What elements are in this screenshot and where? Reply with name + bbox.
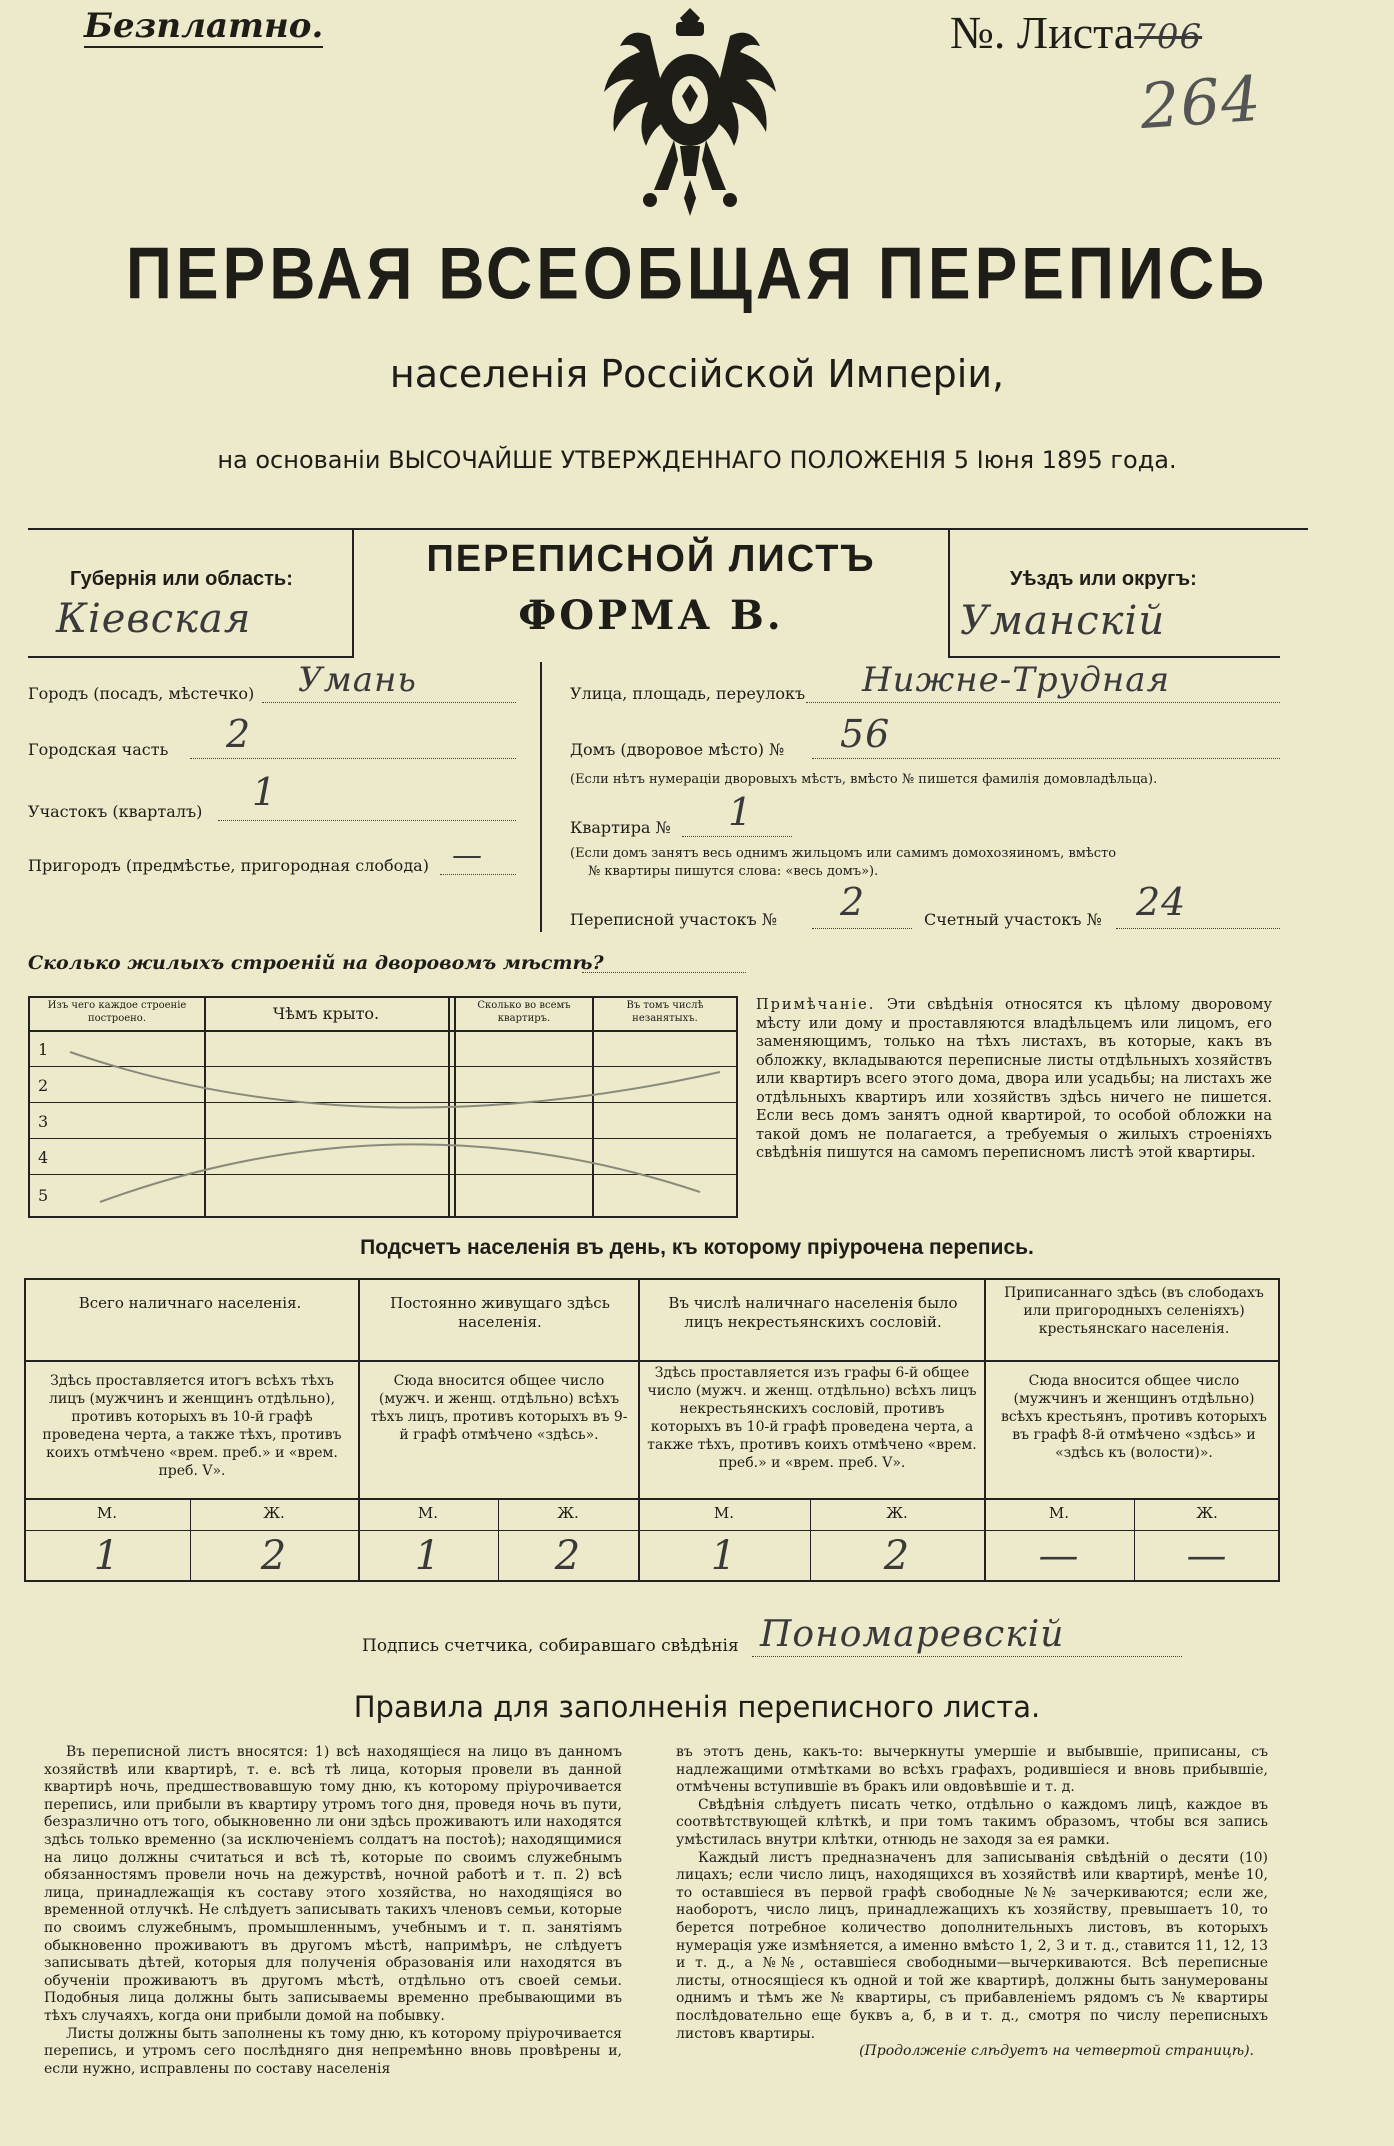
tally-col1-f-value: 2 (260, 1533, 288, 1579)
district-value: Уманскій (960, 598, 1166, 644)
suburb-value: — (452, 838, 483, 873)
rules-left-para-1: Въ переписной листъ вносятся: 1) всѣ находящіеся на лицо въ данномъ хозяйствѣ или квартирѣ, т. е. всѣ тѣ лица, которыя провели въ данной квартирѣ ночь, предшествовавшую тому дню, къ которому пріурочивается перепись, или прибыли въ квартиру утромъ того дня, проведя ночь въ пути, безразлично отъ того, обыкновенно ли они здѣсь проживаютъ или находятся здѣсь только временно (за исключеніемъ солдатъ на постоѣ); находящимися на лицо должны считаться и всѣ тѣ, которые по своимъ служебнымъ обязанностямъ провели ночь на дежурствѣ, ночной работѣ и т. п. 2) всѣ лица, принадлежащія къ составу этого хозяйства, но находящіяся во временной отлучкѣ. Не слѣдуетъ записывать такихъ членовъ семьи, которые по своимъ служебнымъ, промышленнымъ, учебнымъ и т. п. занятіямъ обыкновенно проживаютъ въ другомъ мѣстѣ, напримѣръ, не слѣдуетъ записывать дѣтей, которыя для полученія образованія или находятся въ обученіи проживаютъ въ другомъ мѣстѣ, отдѣльно отъ своей семьи. Подобныя лица должны быть записываемы временно пребывающими въ тѣхъ случаяхъ, когда они прибыли домой на побывку. (44, 1744, 622, 2024)
sheet-number (950, 6, 1202, 64)
main-title: ПЕРВАЯ ВСЕОБЩАЯ ПЕРЕПИСЬ (125, 231, 1269, 315)
buildings-question-line (582, 972, 746, 973)
rule-address-divider (540, 662, 542, 932)
city-line (262, 702, 516, 703)
signature-line (752, 1656, 1182, 1657)
city-part-line (190, 758, 516, 759)
rules-continued: (Продолженіе слѣдуетъ на четвертой страницѣ). (859, 2043, 1254, 2060)
province-label: Губернія или область: (70, 568, 293, 590)
district-label: Уѣздъ или округъ: (1010, 568, 1197, 590)
form-name: ФОРМА В. (518, 592, 784, 639)
buildings-col3-header: Сколько во всемъ квартиръ. (477, 1000, 571, 1024)
house-label: Домъ (дворовое мѣсто) № (570, 740, 785, 759)
tally-col3-f-value: 2 (883, 1533, 911, 1579)
rules-left-column (44, 1744, 622, 2078)
note-block (756, 996, 1272, 1163)
rule-top (28, 528, 1308, 530)
signature-value: Пономаревскій (760, 1614, 1065, 1655)
tally-mf-rule-top (24, 1498, 1280, 1500)
street-line (806, 702, 1280, 703)
buildings-question: Сколько жилыхъ строеній на дворовомъ мѣстѣ? (28, 952, 604, 974)
house-value: 56 (840, 712, 891, 756)
buildings-row-5: 5 (38, 1186, 49, 1205)
city-part-label: Городская часть (28, 740, 169, 759)
tally-col2-m-value: 1 (414, 1533, 442, 1579)
tally-col4-title: Приписаннаго здѣсь (въ слободахъ или пригородныхъ селеніяхъ) крестьянскаго населенія. (1004, 1285, 1264, 1337)
count-sector-line (1116, 928, 1280, 929)
buildings-row-1: 1 (38, 1040, 49, 1059)
rules-right-column (676, 1744, 1268, 2061)
census-sector-line (812, 928, 912, 929)
house-note: (Если нѣтъ нумераціи дворовыхъ мѣстъ, вмѣсто № пишется фамилія домовладѣльца). (570, 772, 1158, 787)
tally-col1-f-label: Ж. (263, 1504, 285, 1522)
city-label: Городъ (посадъ, мѣстечко) (28, 684, 255, 703)
rule-district-left (948, 528, 950, 656)
tally-col4-f-label: Ж. (1196, 1504, 1218, 1522)
suburb-label: Пригородъ (предмѣстье, пригородная слобода) (28, 856, 429, 875)
rules-left-para-2: Листы должны быть заполнены къ тому дню, къ которому пріурочивается перепись, и утромъ сего послѣдняго дня непремѣнно вновь провѣрены и, если нужно, исправлены по составу населенія (44, 2025, 622, 2077)
tally-col1-desc: Здѣсь проставляется итогъ всѣхъ тѣхъ лицъ (мужчинъ и женщинъ отдѣльно), противъ которыхъ въ 10-й графѣ проведена черта, а также тѣхъ, противъ коихъ отмѣчено «врем. преб.» и «врем. преб. V». (42, 1373, 342, 1479)
sector-value: 1 (252, 770, 278, 814)
apartment-note-2: № квартиры пишутся слова: «весь домъ»). (588, 864, 879, 879)
note-text: Эти свѣдѣнія относятся къ цѣлому дворовому мѣсту или дому и проставляются владѣльцемъ или лицомъ, его заменяющимъ, только на тѣхъ листахъ, въ которые, какъ въ обложку, вкладываются переписные листы отдѣльныхъ хозяйствъ или квартиръ всего этого дома, двора или усадьбы; на листахъ же отдѣльныхъ квартиръ или хозяйствъ здѣсь ничего не пишется. Если весь домъ занятъ одной квартирой, то особой обложки на такой домъ не полагается, а требуемыя о жилыхъ строеніяхъ свѣдѣнія пишутся на самомъ переписномъ листѣ этой квартиры. (756, 997, 1272, 1161)
tally-col3-desc: Здѣсь проставляется изъ графы 6-й общее число (мужч. и женщ. отдѣльно) всѣхъ лицъ некрестьянскихъ сословій, противъ которыхъ въ 10-й графѣ проведена черта, а также тѣхъ, противъ коихъ отмѣчено «врем. преб.» и «врем. преб. V». (647, 1365, 977, 1471)
apartment-line (682, 836, 792, 837)
buildings-row-4: 4 (38, 1148, 49, 1167)
tally-col2-m-label: М. (417, 1504, 439, 1522)
tally-col2-f-value: 2 (554, 1533, 582, 1579)
tally-col3-title: Въ числѣ наличнаго населенія было лицъ некрестьянскихъ сословій. (668, 1294, 958, 1331)
sheet-title: ПЕРЕПИСНОЙ ЛИСТЪ (426, 538, 876, 580)
city-part-value: 2 (226, 712, 252, 756)
sheet-number-struck: 706 (1134, 17, 1203, 57)
buildings-row-2: 2 (38, 1076, 49, 1095)
rules-right-para-2: Свѣдѣнія слѣдуетъ писать четко, отдѣльно о каждомъ лицѣ, каждое въ соотвѣтствующей клѣткѣ, и при томъ такимъ образомъ, чтобы вся запись умѣстилась внутри клѣтки, отнюдь не заходя за ея рамки. (676, 1796, 1268, 1848)
tally-col2-desc: Сюда вносится общее число (мужч. и женщ. отдѣльно) всѣхъ тѣхъ лицъ, противъ которыхъ въ 9-й графѣ отмѣчено «здѣсь». (370, 1373, 628, 1443)
tally-col2-title: Постоянно живущаго здѣсь населенія. (390, 1294, 610, 1331)
decree-basis: на основаніи ВЫСОЧАЙШЕ УТВЕРЖДЕННАГО ПОЛОЖЕНІЯ 5 Іюня 1895 года. (217, 446, 1177, 474)
province-value: Кіевская (56, 596, 252, 642)
tally-col3-m-value: 1 (710, 1533, 738, 1579)
apartment-label: Квартира № (570, 818, 671, 837)
sheet-number-label: №. Листа (950, 7, 1135, 58)
suburb-line (440, 874, 516, 875)
apartment-value: 1 (728, 790, 754, 834)
tally-col4-desc: Сюда вносится общее число (мужчинъ и женщинъ отдѣльно) всѣхъ крестьянъ, противъ которыхъ въ графѣ 8-й отмѣчено «здѣсь» и «здѣсь къ (волости)». (1001, 1373, 1267, 1461)
tally-col2-f-label: Ж. (557, 1504, 579, 1522)
buildings-row-3: 3 (38, 1112, 49, 1131)
sector-label: Участокъ (кварталъ) (28, 802, 203, 821)
double-headed-eagle-emblem (590, 0, 790, 230)
tally-col4-f-value: — (1186, 1533, 1228, 1579)
signature-label: Подпись счетчика, собиравшаго свѣдѣнія (362, 1636, 739, 1656)
tally-mf-rule-bottom (24, 1530, 1280, 1531)
buildings-cross-out (60, 1032, 730, 1216)
tally-col1-title: Всего наличнаго населенія. (78, 1294, 302, 1312)
tally-heading: Подсчетъ населенія въ день, къ которому пріурочена перепись. (360, 1236, 1034, 1259)
street-label: Улица, площадь, переулокъ (570, 684, 806, 703)
apartment-note-1: (Если домъ занятъ весь однимъ жильцомъ или самимъ домохозяиномъ, вмѣсто (570, 846, 1117, 861)
census-sector-label: Переписной участокъ № (570, 910, 777, 929)
rule-province-bottom (28, 656, 354, 658)
tally-col1-m-value: 1 (93, 1533, 121, 1579)
street-value: Нижне-Трудная (862, 660, 1171, 700)
rules-right-para-3: Каждый листъ предназначенъ для записыванія свѣдѣній о десяти (10) лицахъ; если число лицъ, находящихся въ хозяйствѣ или квартирѣ, менѣе 10, то оставшіеся въ первой графѣ свободные №№ зачеркиваются; если же, наоборотъ, число лицъ, принадлежащихъ къ хозяйству, превышаетъ 10, то берется потребное количество дополнительныхъ листовъ, въ которыхъ нумерація уже измѣняется, а именно вмѣсто 1, 2, 3 и т. д., ставится 11, 12, 13 и т. д., а №№, оставшіеся свободными—вычеркиваются. Всѣ переписные листы, относящіеся къ одной и той же квартирѣ, должны быть занумерованы однимъ и тѣмъ же № квартиры, съ прибавленіемъ рядомъ съ № квартиры послѣдовательно еще буквъ а, б, в и т. д., смотря по числу переписныхъ листовъ квартиры. (676, 1849, 1268, 2042)
sector-line (218, 820, 516, 821)
tally-col4-m-value: — (1038, 1533, 1080, 1579)
city-value: Умань (298, 660, 417, 700)
rule-district-bottom (948, 656, 1280, 658)
house-line (812, 758, 1280, 759)
buildings-col1-header: Изъ чего каждое строеніе построено. (47, 1000, 187, 1024)
buildings-col4-header: Въ томъ числѣ незанятыхъ. (626, 1000, 704, 1024)
count-sector-value: 24 (1136, 880, 1187, 924)
sheet-number-handwritten: 264 (1137, 61, 1264, 144)
free-label: Безплатно. (84, 6, 324, 46)
census-sector-value: 2 (840, 880, 866, 924)
rules-heading: Правила для заполненія переписного листа. (353, 1690, 1041, 1724)
tally-col1-m-label: М. (96, 1504, 118, 1522)
count-sector-label: Счетный участокъ № (924, 910, 1102, 929)
note-heading: Примѣчаніе. (756, 997, 876, 1013)
tally-title-rule (24, 1360, 1280, 1362)
tally-col3-m-label: М. (713, 1504, 735, 1522)
subtitle: населенія Россійской Имперіи, (389, 352, 1005, 396)
tally-col4-m-label: М. (1048, 1504, 1070, 1522)
tally-col3-f-label: Ж. (886, 1504, 908, 1522)
buildings-col2-header: Чѣмъ крыто. (272, 1004, 380, 1023)
rules-right-para-1: въ этотъ день, какъ-то: вычеркнуты умершіе и выбывшіе, приписаны, съ надлежащими отмѣтками во всѣхъ графахъ, родившіеся и вновь прибывшіе, отмѣчены вступившіе въ бракъ или овдовѣвшіе и т. д. (676, 1744, 1268, 1796)
